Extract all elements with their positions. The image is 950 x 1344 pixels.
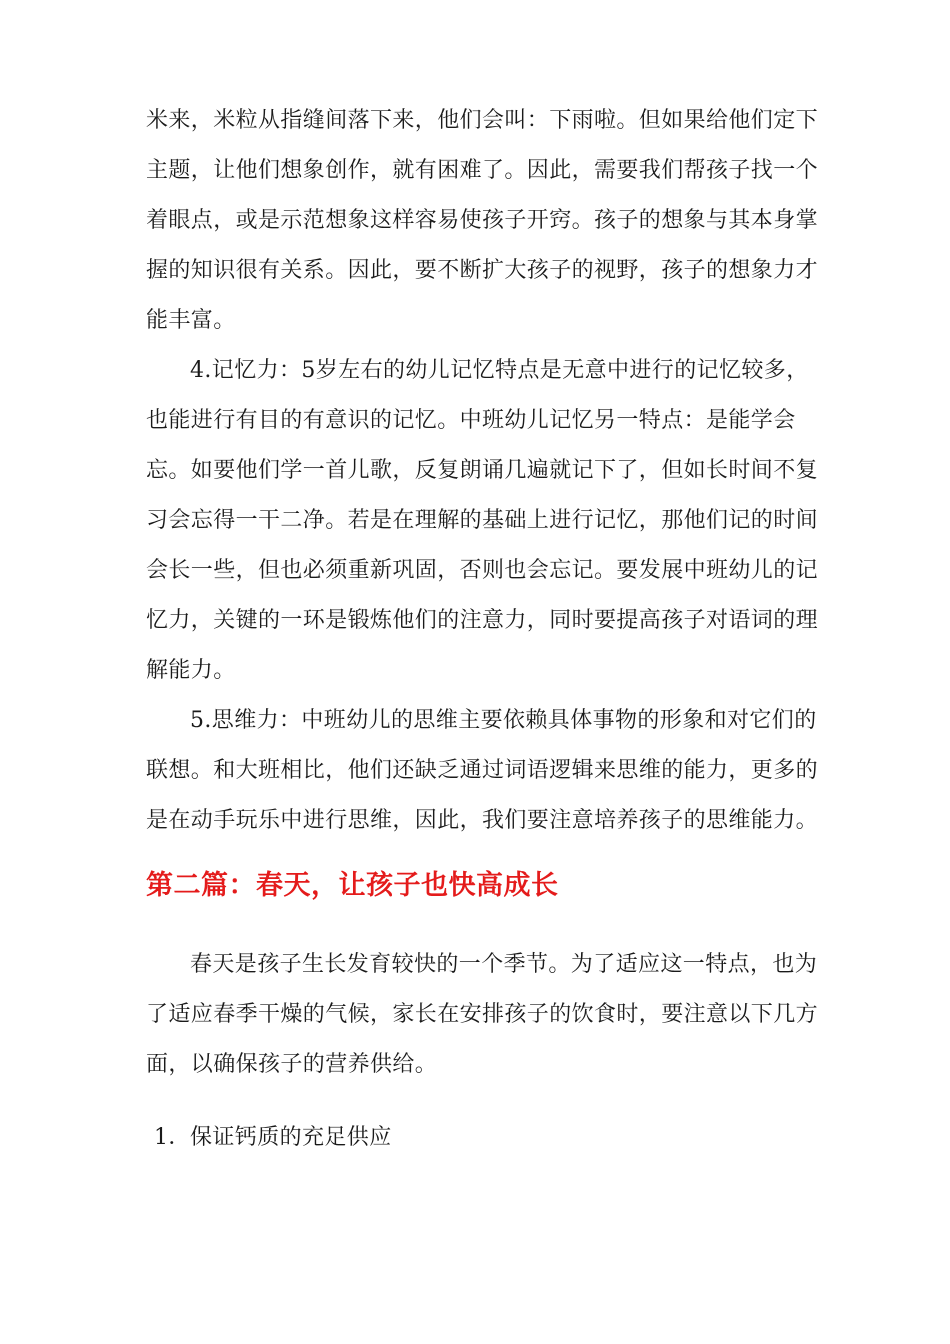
list-item-number: 1． [154, 1125, 191, 1150]
list-item-text: 保证钙质的充足供应 [190, 1125, 392, 1150]
section-heading: 第二篇：春天，让孩子也快高成长 [146, 870, 559, 901]
paragraph-imagination-continued: 米来，米粒从指缝间落下来，他们会叫：下雨啦。但如果给他们定下主题，让他们想象创作，就有困难了。因此，需要我们帮孩子找一个着眼点，或是示范想象这样容易使孩子开窍。孩子的想象与其本身掌握的知识很有关系。因此，要不断扩大孩子的视野，孩子的想象力才能丰富。 [146, 108, 819, 333]
list-item [146, 1118, 826, 1158]
paragraph-memory: 4.记忆力：5岁左右的幼儿记忆特点是无意中进行的记忆较多，也能进行有目的有意识的记忆。中班幼儿记忆另一特点：是能学会忘。如要他们学一首儿歌，反复朗诵几遍就记下了，但如长时间不复习会忘得一干二净。若是在理解的基础上进行记忆，那他们记的时间会长一些，但也必须重新巩固，否则也会忘记。要发展中班幼儿的记忆力，关键的一环是锻炼他们的注意力，同时要提高孩子对语词的理解能力。 [146, 358, 819, 683]
paragraph-spring-intro: 春天是孩子生长发育较快的一个季节。为了适应这一特点，也为了适应春季干燥的气候，家长在安排孩子的饮食时，要注意以下几方面，以确保孩子的营养供给。 [146, 952, 819, 1077]
paragraph-thinking: 5.思维力：中班幼儿的思维主要依赖具体事物的形象和对它们的联想。和大班相比，他们还缺乏通过词语逻辑来思维的能力，更多的是在动手玩乐中进行思维，因此，我们要注意培养孩子的思维能力。 [146, 708, 819, 833]
